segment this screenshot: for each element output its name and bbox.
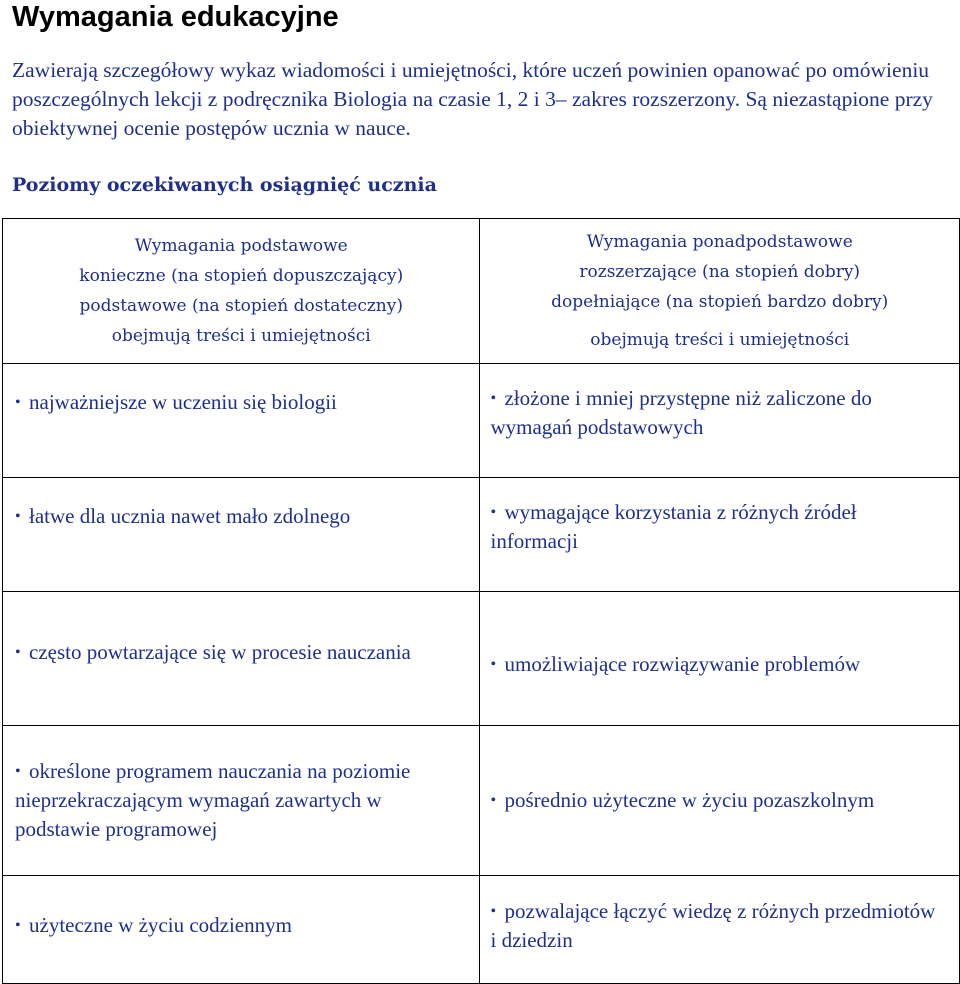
header-line: Wymagania ponadpodstawowe <box>586 232 853 252</box>
basic-item-cell <box>3 876 480 984</box>
header-line: dopełniające (na stopień bardzo dobry) <box>551 292 889 312</box>
header-line: obejmują treści i umiejętności <box>590 330 850 350</box>
table-row <box>3 592 960 726</box>
requirements-table <box>2 218 960 984</box>
basic-item-text: łatwe dla ucznia nawet mało zdolnego <box>29 504 351 528</box>
advanced-item-cell <box>480 592 960 726</box>
advanced-item-text: umożliwiające rozwiązywanie problemów <box>504 652 861 676</box>
bullet-icon: • <box>15 763 21 780</box>
table-row <box>3 876 960 984</box>
basic-item-cell <box>3 478 480 592</box>
header-line: podstawowe (na stopień dostateczny) <box>79 296 403 316</box>
advanced-requirements-header <box>480 219 960 364</box>
advanced-item-text: pośrednio użyteczne w życiu pozaszkolnym <box>504 788 875 812</box>
advanced-item-cell <box>480 876 960 984</box>
bullet-icon: • <box>15 917 21 934</box>
intro-paragraph: Zawierają szczegółowy wykaz wiadomości i umiejętności, które uczeń powinien opanować po omówieniu poszczególnych lekcji z podręcznika Biologia na czasie 1, 2 i 3– zakres rozszerzony. Są niezastąpione przy obiektywnej ocenie postępów ucznia w nauce. <box>12 58 933 140</box>
bullet-icon: • <box>490 389 497 407</box>
advanced-item-cell <box>480 726 960 876</box>
table-row <box>3 478 960 592</box>
advanced-item-text: złożone i mniej przystępne niż zaliczone do wymagań podstawowych <box>490 385 872 439</box>
header-line: Wymagania podstawowe <box>134 236 348 256</box>
advanced-item-text: wymagające korzystania z różnych źródeł informacji <box>490 499 857 553</box>
advanced-item-cell <box>480 364 960 478</box>
basic-item-cell <box>3 592 480 726</box>
table-header-row <box>3 219 960 364</box>
basic-item-cell <box>3 364 480 478</box>
bullet-icon: • <box>490 503 497 521</box>
bullet-icon: • <box>15 394 21 411</box>
header-line: konieczne (na stopień dopuszczający) <box>79 266 404 286</box>
bullet-icon: • <box>490 902 497 920</box>
advanced-item-cell <box>480 478 960 592</box>
table-row <box>3 726 960 876</box>
basic-item-text: często powtarzające się w procesie nauczania <box>29 640 411 664</box>
bullet-icon: • <box>15 508 21 525</box>
bullet-icon: • <box>490 656 497 673</box>
basic-item-text: określone programem nauczania na poziomie nieprzekraczającym wymagań zawartych w podstawie programowej <box>15 759 411 841</box>
section-heading: Poziomy oczekiwanych osiągnięć ucznia <box>12 174 437 196</box>
header-line: rozszerzające (na stopień dobry) <box>579 262 861 282</box>
basic-item-text: najważniejsze w uczeniu się biologii <box>29 390 337 414</box>
bullet-icon: • <box>15 644 21 661</box>
bullet-icon: • <box>490 792 497 809</box>
basic-item-cell <box>3 726 480 876</box>
table-row <box>3 364 960 478</box>
basic-item-text: użyteczne w życiu codziennym <box>29 913 292 937</box>
page-title: Wymagania edukacyjne <box>12 1 339 33</box>
header-line: obejmują treści i umiejętności <box>111 326 371 346</box>
advanced-item-text: pozwalające łączyć wiedzę z różnych przedmiotów i dziedzin <box>490 898 936 952</box>
basic-requirements-header <box>3 219 480 364</box>
